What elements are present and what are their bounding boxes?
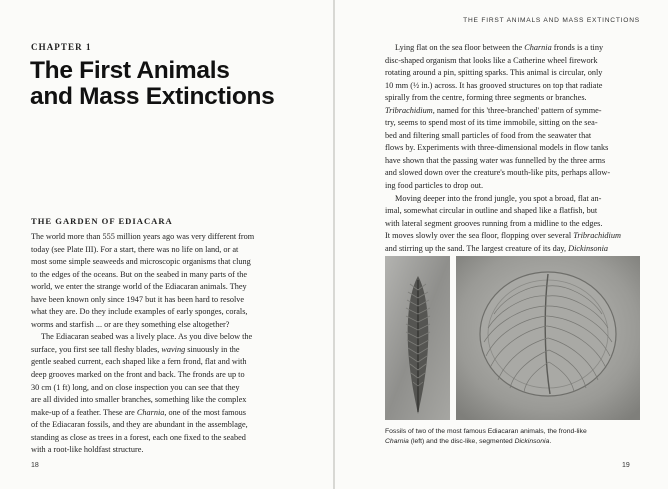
title-line-2: and Mass Extinctions <box>30 83 275 110</box>
chapter-title <box>30 58 320 110</box>
left-page <box>0 0 333 489</box>
body-paragraph: The world more than 555 million years ago was very different from today (see Plate III). For a start, there was no life on land, or at most some simple seaweeds and microscopic organisms that clung to the edges of the oceans. But on the seabed in many parts of the world, we enter the strange world of the Ediacaran animals. They have been known only since 1947 but it has been hard to resolve what they are. Do they include examples of early sponges, corals, worms and starfish ... or are they something else altogether? <box>31 232 255 329</box>
dickinsonia-fossil-photo <box>456 256 640 420</box>
chapter-label: CHAPTER 1 <box>31 42 92 52</box>
body-paragraph: Moving deeper into the frond jungle, you spot a broad, flat an- imal, somewhat circular in outline and shaped like a flatfish, but with lateral segment grooves running from a midline to the edges. It moves slowly over the sea floor, flopping over several Tribrachidium and stirring up the sand. The largest creature of its day, Dickinsonia <box>385 193 621 253</box>
page-number: 18 <box>31 462 39 469</box>
figure-caption <box>385 427 635 446</box>
caption-line: Charnia (left) and the disc-like, segmented Dickinsonia. <box>385 437 552 445</box>
body-paragraph: Lying flat on the sea floor between the Charnia fronds is a tiny disc-shaped organism that looks like a Catherine wheel firework rotating around a pin, spitting sparks. This animal is circular, only 10 mm (½ in.) across. It has grooved structures on top that radiate spirally from the centre, forming three segments or branches. Tribrachidium, named for this 'three-branched' pattern of symme- try, seems to spend most of its time immobile, sitting on the sea- bed and filtering small particles of food from the seawater that flows by. Experiments with three-dimensional models in flow tanks have shown that the passing water was funnelled by the three arms and slowed down over the creature's mouth-like pits, perhaps allow- ing food particles to drop out. <box>385 43 611 191</box>
page-number: 19 <box>622 462 630 469</box>
running-head: THE FIRST ANIMALS AND MASS EXTINCTIONS <box>463 17 640 24</box>
right-body-text <box>385 42 640 255</box>
left-body-text <box>31 231 315 457</box>
caption-line: Fossils of two of the most famous Ediacaran animals, the frond-like <box>385 428 587 435</box>
section-heading: THE GARDEN OF EDIACARA <box>31 216 173 226</box>
title-line-1: The First Animals <box>30 57 230 84</box>
charnia-fossil-photo <box>385 256 450 420</box>
body-paragraph: The Ediacaran seabed was a lively place. As you dive below the surface, you first see tall fleshy blades, waving sinuously in the gentle seabed current, each shaped like a fern frond, flat and with deep grooves marked on the front and back. The fronds are up to 30 cm (1 ft) long, and on close inspection you can see that they are all divided into smaller branches, something like the complex make-up of a feather. These are Charnia, one of the most famous of the Ediacaran fossils, and they are abundant in the assemblage, standing as close as trees in a forest, each one fixed to the seabed with a root-like holdfast structure. <box>31 332 253 455</box>
